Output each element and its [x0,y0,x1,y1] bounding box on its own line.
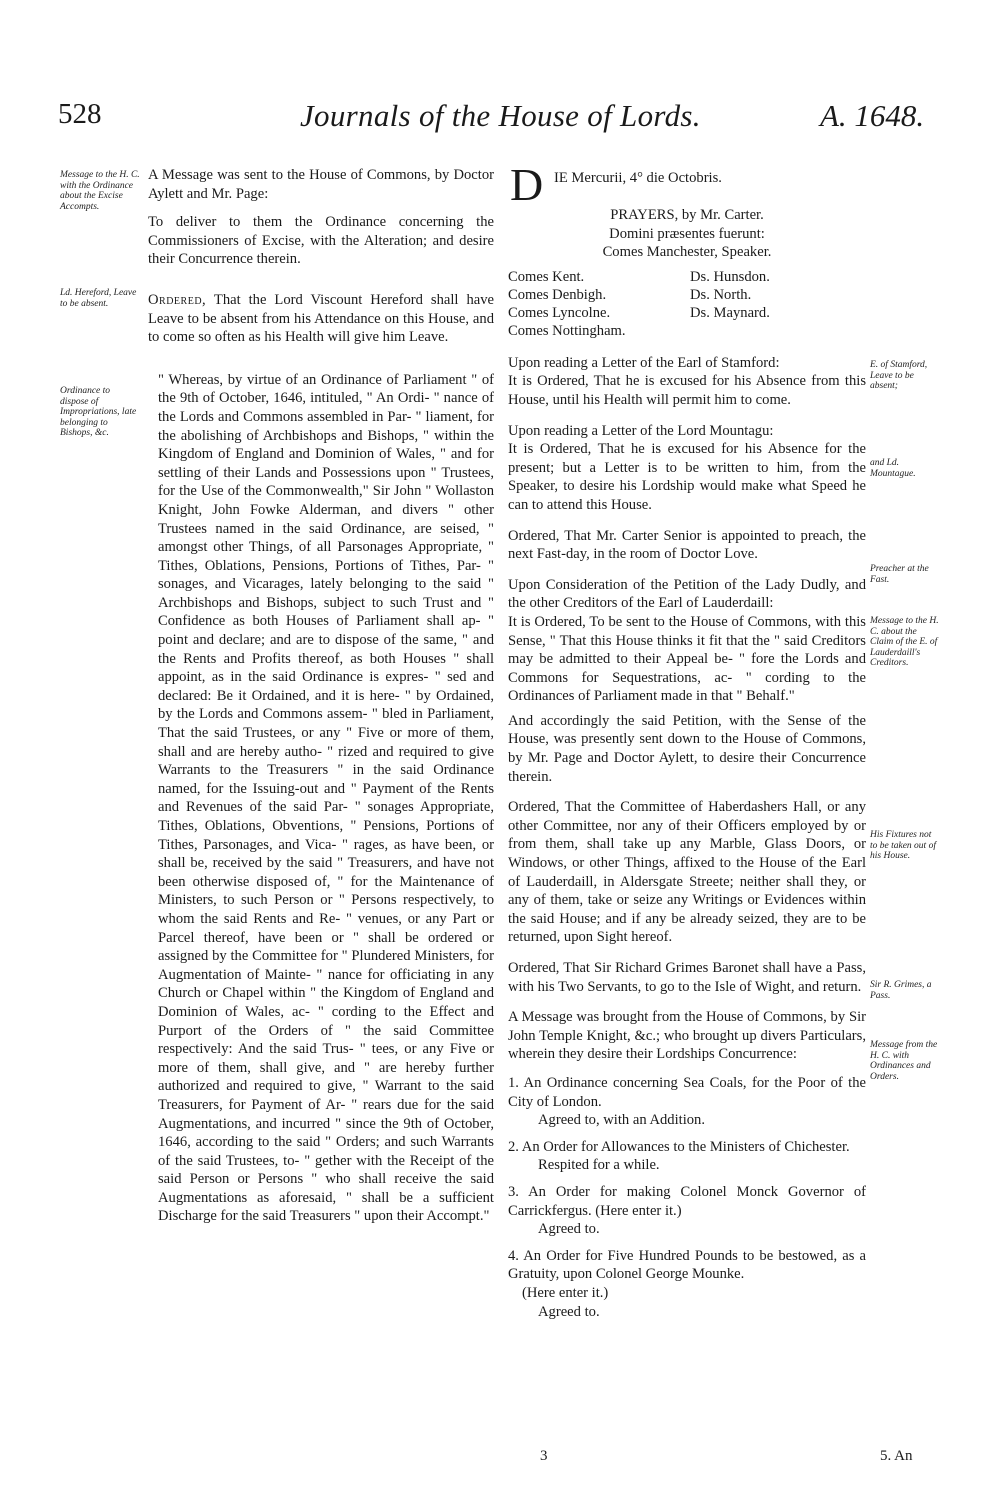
margin-note: Sir R. Grimes, a Pass. [870,980,932,1001]
page-title: Journals of the House of Lords. [300,98,701,133]
margin-note: Ld. Hereford, Leave to be absent. [60,288,137,309]
lord-name: Comes Kent. [508,268,585,285]
hereford-order-text: That the Lord Viscount Hereford shall have Leave to be absent from his Attendance on this House, and to come so often as his Health will give him Leave. [148,291,495,346]
lord-name: Ds. Hunsdon. [690,268,770,285]
message-body: To deliver to them the Ordinance concerning the Commissioners of Excise, with the Alteration; and desire their Concurrence therein. [148,214,494,268]
accordingly-paragraph: And accordingly the said Petition, with the Sense of the House, was presently sent down to the House of Commons, by Mr. Page and Doctor Aylett, to desire their Concurrence therein. [508,712,866,785]
item-2-result: Respited for a while. [538,1157,660,1174]
item-1: 1. An Ordinance concerning Sea Coals, for the Poor of the City of London. [508,1074,866,1110]
page-header [0,98,992,158]
lord-name: Ds. North. [690,286,752,303]
item-4: 4. An Order for Five Hundred Pounds to be bestowed, as a Gratuity, upon Colonel George Mounke. [508,1247,866,1283]
lords-present-list [508,268,866,340]
speaker-line: Comes Manchester, Speaker. [602,244,772,261]
message-intro: A Message was sent to the House of Commons, by Doctor Aylett and Mr. Page: [148,167,494,202]
dudly-intro: Upon Consideration of the Petition of the Lady Dudly, and the other Creditors of the Earl of Lauderdaill: [508,576,866,612]
left-column [148,166,494,1226]
signature-mark: 3 [540,1448,548,1464]
lord-name: Ds. Maynard. [690,304,770,321]
margin-note: Message from the H. C. with Ordinances and Orders. [870,1040,938,1082]
mountagu-intro: Upon reading a Letter of the Lord Mountagu: [508,422,774,439]
grimes-order: Ordered, That Sir Richard Grimes Baronet shall have a Pass, with his Two Servants, to go to the Isle of Wight, and return. [508,960,866,995]
prayers-line: PRAYERS, by Mr. Carter. [610,207,764,223]
item-4-result: Agreed to. [538,1303,600,1320]
margin-note: Message to the H. C. with the Ordinance about the Excise Accompts. [60,170,140,212]
item-3-result: Agreed to. [538,1221,600,1238]
item-3: 3. An Order for making Colonel Monck Governor of Carrickfergus. (Here enter it.) [508,1183,866,1219]
margin-note: and Ld. Mountague. [870,458,916,479]
catchword: 5. An [880,1448,913,1464]
margin-note: His Fixtures not to be taken out of his House. [870,830,936,861]
stamford-intro: Upon reading a Letter of the Earl of Stamford: [508,354,780,371]
item-2: 2. An Order for Allowances to the Ministers of Chichester. [508,1138,850,1155]
right-column [508,159,866,1321]
hereford-order [148,291,494,347]
date-line: IE Mercurii, 4° die Octobris. [554,170,722,186]
ordered-label: Ordered, [148,291,207,308]
item-4-note: (Here enter it.) [522,1284,609,1301]
dudly-order: It is Ordered, To be sent to the House of Commons, with this Sense, " That this House thinks it fit that the " said Creditors may be admitted to their Appeal be- " fore the Lords and Commons for Sequestrations, ac- " cording to the Ordinances of Parliament made in that " Behalf." [508,613,866,705]
page-number: 528 [58,98,102,130]
mountagu-order: It is Ordered, That he is excused for his Absence for the present; but a Letter is to be written to him, from the Speaker, to desire his Lordship would make what Speed he can to attend this House. [508,441,866,513]
margin-note: Message to the H. C. about the Claim of the E. of Lauderdaill's Creditors. [870,616,939,668]
lord-name: Comes Nottingham. [508,322,626,339]
item-1-result: Agreed to, with an Addition. [538,1112,705,1129]
haberdashers-order: Ordered, That the Committee of Haberdashers Hall, or any other Committee, nor any of their Officers employed by or from them, shall take up any Marble, Glass Doors, or Windows, or other Things, affixed to the House of the Earl of Lauderdaill, in Aldersgate Streete; neither shall they, or any of them, take or seize any Writings or Evidences within the said House; and if any be already seized, they are to be returned, upon Sight hereof. [508,799,866,946]
stamford-order: It is Ordered, That he is excused for his Absence from this House, until his Health will permit him to come. [508,373,866,408]
drop-cap: D [510,159,544,210]
margin-note: Preacher at the Fast. [870,564,929,585]
ordinance-text: " Whereas, by virtue of an Ordinance of Parliament " of the 9th of October, 1646, intituled, " An Ordi- " nance of the Lords and Commons assembled in Par- " liament, for the abolishing of Archbishops and Bishops, " within the Kingdom of England and Dominion of Wales, " and for settling of their Lands and Possessions upon " Trustees, for the Use of the Commonwealth," Sir John " Wollaston Knight, John Fowke Alderman, and divers " other Trustees named in the said Ordinance, are seised, " amongst other Things, of all Parsonages Appropriate, " Tithes, Oblations, Pensions, Portions of Tithes, Par- " sonages, and Vicarages, lately belonging to the said " Archbishops and Bishops, subject to such Trust and " Confidence as both Houses of Parliament shall ap- " point and declare; and are to dispose of the same, " and the Rents and Profits thereof, as both Houses " shall appoint, as in the said Ordinance is expres- " sed and declared: Be it Ordained, and it is here- " by Ordained, by the Lords and Commons assem- " bled in Parliament, That the said Trustees, or any " Five or more of them, shall and are hereby autho- " rized and required to give Warrants to the Treasurers " in the said Ordinance named, for the Issuing-out and " Payment of the Rents and Revenues of the said Par- " sonages Appropriate, Tithes, Oblations, Obventions, " Pensions, Portions of Tithes, Parsonages, and Vica- " rages, as have been, or shall be, received by the said " Treasurers, and have not been otherwise disposed of, " for the Maintenance of Ministers, to such Person or " Persons respectively, to whom the said Rents and Re- " venues, or any Part or Parcel thereof, have been or " shall be ordered or assigned by the Committee for " Plundered Ministers, for Augmentation of Mainte- " nance for officiating in any Church or Chapel within " the Kingdom of England and Dominion of Wales, ac- " cording to the Effect and Purport of the Orders of " the said Committee respectively: And the said Trus- " tees, or any Five or more of them, shall give, and " are hereby further authorized and required to give, " Warrant to the said Treasurers, for Payment of Ar- " rears due for the said Augmentations, and incurred " since the 9th of October, 1646, according to the said " Orders; and such Warrants of the said Trustees, to- " gether with the Receipt of the said Person or Persons " who shall receive the said Augmentations as aforesaid, " shall be a sufficient Discharge for the said Treasurers " upon their Accompt." [158,371,494,1225]
message-from-commons: A Message was brought from the House of Commons, by Sir John Temple Knight, &c.; who brought up divers Particulars, wherein they desire their Lordships Concurrence: [508,1009,866,1063]
lord-name: Comes Lyncolne. [508,304,611,321]
carter-order: Ordered, That Mr. Carter Senior is appointed to preach, the next Fast-day, in the room of Doctor Love. [508,527,866,563]
lord-name: Comes Denbigh. [508,286,607,303]
page-year: A. 1648. [820,98,925,133]
domini-line: Domini præsentes fuerunt: [609,225,765,242]
margin-note: E. of Stamford, Leave to be absent; [870,360,928,391]
margin-note: Ordinance to dispose of Impropriations, late belonging to Bishops, &c. [60,386,137,438]
